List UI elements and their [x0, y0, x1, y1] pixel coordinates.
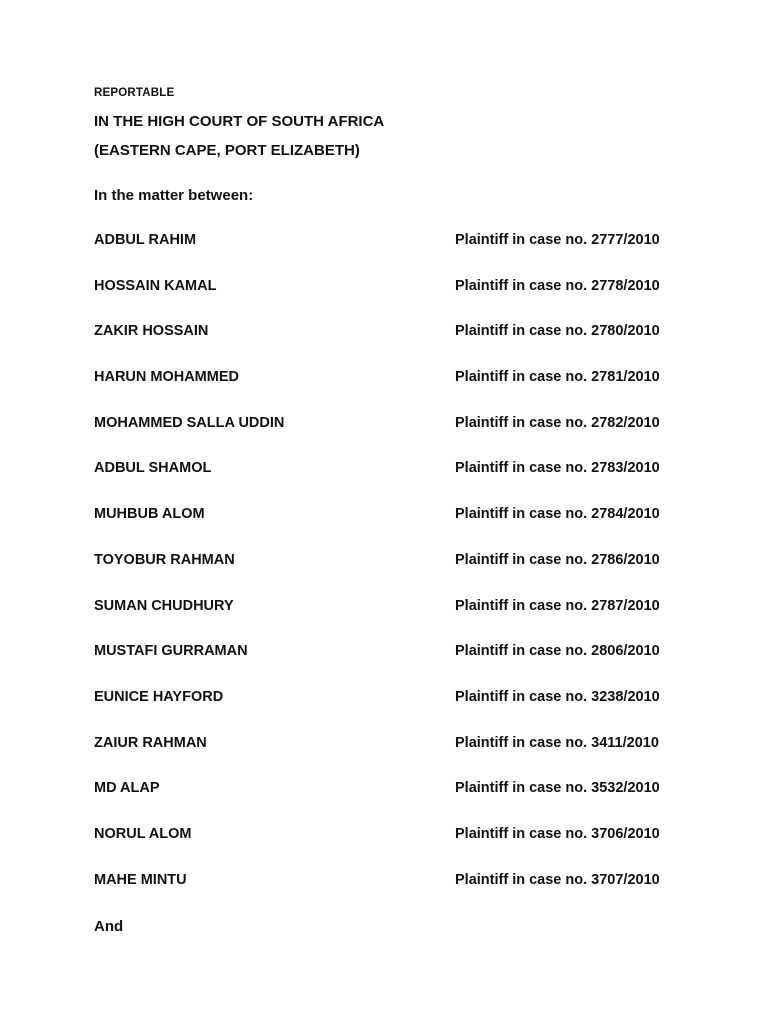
plaintiff-case-role: Plaintiff in case no. 3706/2010: [455, 825, 660, 842]
plaintiff-case-role: Plaintiff in case no. 2786/2010: [455, 551, 660, 568]
plaintiff-name: ZAKIR HOSSAIN: [94, 323, 209, 340]
plaintiff-name: ADBUL RAHIM: [94, 232, 197, 248]
plaintiff-row: [94, 598, 694, 644]
plaintiff-name: HARUN MOHAMMED: [94, 369, 239, 386]
plaintiff-case-role: Plaintiff in case no. 3532/2010: [455, 780, 660, 797]
conjunction-and: And: [94, 918, 124, 935]
plaintiff-name: MD ALAP: [94, 780, 160, 797]
plaintiff-name: EUNICE HAYFORD: [94, 688, 224, 705]
plaintiff-row: [94, 552, 694, 598]
plaintiff-row: [94, 735, 694, 781]
plaintiff-case-role: Plaintiff in case no. 3411/2010: [455, 734, 659, 751]
plaintiff-row: [94, 232, 694, 278]
plaintiff-row: [94, 460, 694, 506]
plaintiff-name: NORUL ALOM: [94, 825, 192, 842]
plaintiff-row: [94, 826, 694, 872]
plaintiff-case-role: Plaintiff in case no. 3707/2010: [455, 871, 660, 888]
plaintiff-case-role: Plaintiff in case no. 2783/2010: [455, 460, 660, 477]
plaintiff-name: MAHE MINTU: [94, 871, 187, 888]
plaintiff-list: [94, 232, 694, 917]
plaintiff-row: [94, 689, 694, 735]
plaintiff-row: [94, 872, 694, 918]
plaintiff-case-role: Plaintiff in case no. 3238/2010: [455, 688, 660, 705]
plaintiff-case-role: Plaintiff in case no. 2806/2010: [455, 643, 660, 660]
plaintiff-name: MUHBUB ALOM: [94, 506, 205, 523]
plaintiff-name: MUSTAFI GURRAMAN: [94, 643, 248, 660]
court-name: IN THE HIGH COURT OF SOUTH AFRICA: [94, 113, 385, 130]
plaintiff-row: [94, 369, 694, 415]
plaintiff-row: [94, 643, 694, 689]
plaintiff-name: ZAIUR RAHMAN: [94, 734, 207, 751]
plaintiff-name: MOHAMMED SALLA UDDIN: [94, 414, 285, 431]
plaintiff-row: [94, 780, 694, 826]
plaintiff-row: [94, 415, 694, 461]
plaintiff-row: [94, 323, 694, 369]
matter-intro: In the matter between:: [94, 187, 254, 204]
plaintiff-case-role: Plaintiff in case no. 2787/2010: [455, 597, 660, 614]
plaintiff-name: SUMAN CHUDHURY: [94, 597, 234, 614]
plaintiff-case-role: Plaintiff in case no. 2781/2010: [455, 369, 660, 386]
plaintiff-case-role: Plaintiff in case no. 2778/2010: [455, 277, 660, 294]
plaintiff-case-role: Plaintiff in case no. 2782/2010: [455, 414, 660, 431]
plaintiff-case-role: Plaintiff in case no. 2780/2010: [455, 323, 660, 340]
plaintiff-row: [94, 506, 694, 552]
plaintiff-name: TOYOBUR RAHMAN: [94, 551, 235, 568]
plaintiff-name: HOSSAIN KAMAL: [94, 277, 217, 294]
plaintiff-case-role: Plaintiff in case no. 2777/2010: [455, 232, 660, 248]
court-division: (EASTERN CAPE, PORT ELIZABETH): [94, 142, 360, 159]
plaintiff-row: [94, 278, 694, 324]
plaintiff-name: ADBUL SHAMOL: [94, 460, 212, 477]
reportable-label: REPORTABLE: [94, 87, 175, 99]
plaintiff-case-role: Plaintiff in case no. 2784/2010: [455, 506, 660, 523]
